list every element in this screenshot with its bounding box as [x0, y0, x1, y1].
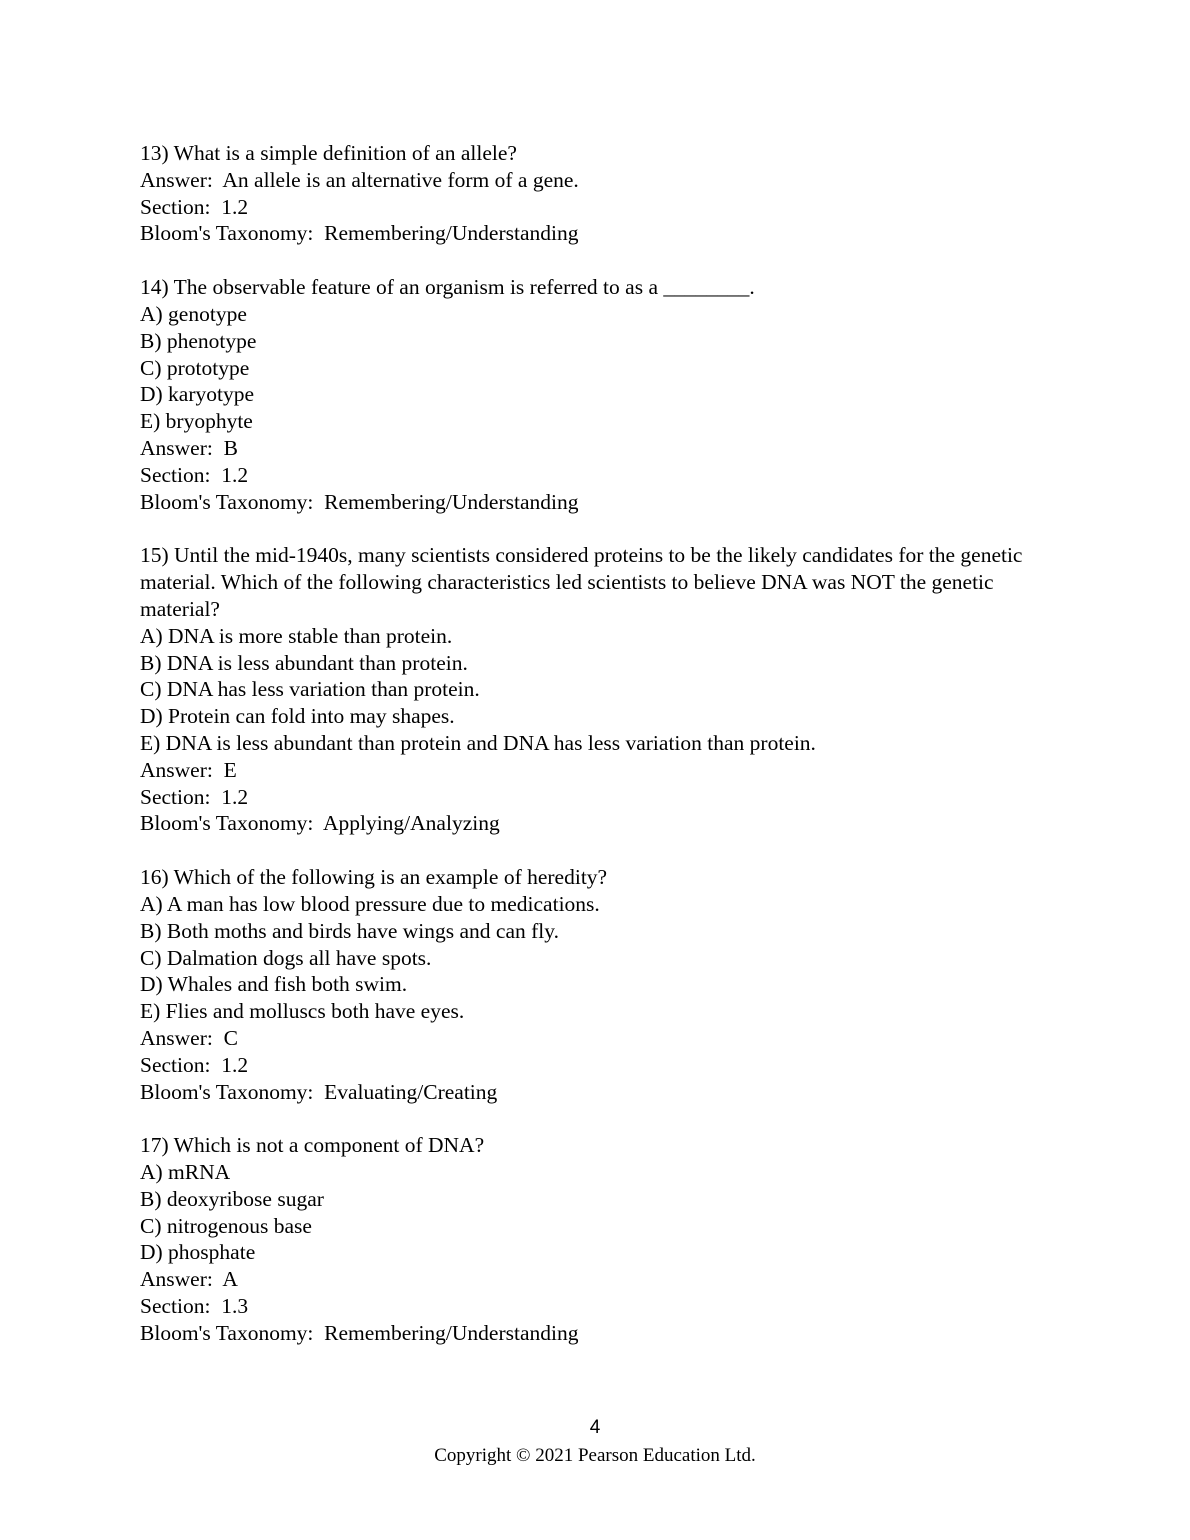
bloom-line: Bloom's Taxonomy: Applying/Analyzing — [140, 811, 500, 836]
option-b: B) deoxyribose sugar — [140, 1186, 324, 1211]
answer-line: Answer: A — [140, 1267, 238, 1292]
question-block-13 — [140, 140, 1050, 247]
answer-line: Answer: An allele is an alternative form of a gene. — [140, 167, 579, 192]
question-prompt: 15) Until the mid-1940s, many scientists considered proteins to be the likely candidates for the genetic material. Which of the following characteristics led scientists to believe DNA was NOT the genetic material? — [140, 543, 1028, 621]
question-block-17 — [140, 1132, 1050, 1346]
question-list — [140, 140, 1050, 1374]
answer-line: Answer: B — [140, 435, 238, 460]
option-e: E) DNA is less abundant than protein and DNA has less variation than protein. — [140, 730, 816, 755]
question-prompt: 13) What is a simple definition of an allele? — [140, 141, 517, 165]
question-block-16 — [140, 864, 1050, 1105]
bloom-line: Bloom's Taxonomy: Remembering/Understanding — [140, 221, 579, 246]
copyright-notice: Copyright © 2021 Pearson Education Ltd. — [434, 1445, 756, 1466]
question-block-15 — [140, 542, 1050, 837]
option-e: E) bryophyte — [140, 409, 253, 434]
section-line: Section: 1.2 — [140, 194, 249, 219]
bloom-line: Bloom's Taxonomy: Remembering/Understanding — [140, 489, 579, 514]
question-prompt: 14) The observable feature of an organism is referred to as a ________. — [140, 275, 755, 300]
option-a: A) genotype — [140, 301, 247, 326]
option-c: C) Dalmation dogs all have spots. — [140, 945, 432, 970]
section-line: Section: 1.3 — [140, 1294, 249, 1319]
answer-line: Answer: C — [140, 1025, 238, 1050]
section-line: Section: 1.2 — [140, 1052, 249, 1077]
option-d: D) karyotype — [140, 382, 255, 407]
question-block-14 — [140, 274, 1050, 515]
page-number: 4 — [589, 1417, 601, 1438]
bloom-line: Bloom's Taxonomy: Evaluating/Creating — [140, 1079, 498, 1104]
option-b: B) DNA is less abundant than protein. — [140, 650, 468, 675]
bloom-line: Bloom's Taxonomy: Remembering/Understanding — [140, 1320, 579, 1345]
option-c: C) prototype — [140, 355, 250, 380]
option-c: C) DNA has less variation than protein. — [140, 677, 480, 702]
question-prompt: 17) Which is not a component of DNA? — [140, 1133, 485, 1158]
section-line: Section: 1.2 — [140, 462, 249, 487]
section-line: Section: 1.2 — [140, 784, 249, 809]
question-prompt: 16) Which of the following is an example of heredity? — [140, 865, 608, 890]
answer-line: Answer: E — [140, 757, 237, 782]
option-d: D) Protein can fold into may shapes. — [140, 704, 455, 729]
option-a: A) A man has low blood pressure due to medications. — [140, 891, 600, 916]
option-c: C) nitrogenous base — [140, 1213, 312, 1238]
option-a: A) DNA is more stable than protein. — [140, 623, 453, 648]
option-d: D) phosphate — [140, 1240, 256, 1265]
option-e: E) Flies and molluscs both have eyes. — [140, 999, 465, 1024]
option-b: B) phenotype — [140, 328, 257, 353]
option-a: A) mRNA — [140, 1160, 231, 1185]
option-b: B) Both moths and birds have wings and can fly. — [140, 918, 559, 943]
option-d: D) Whales and fish both swim. — [140, 972, 408, 997]
